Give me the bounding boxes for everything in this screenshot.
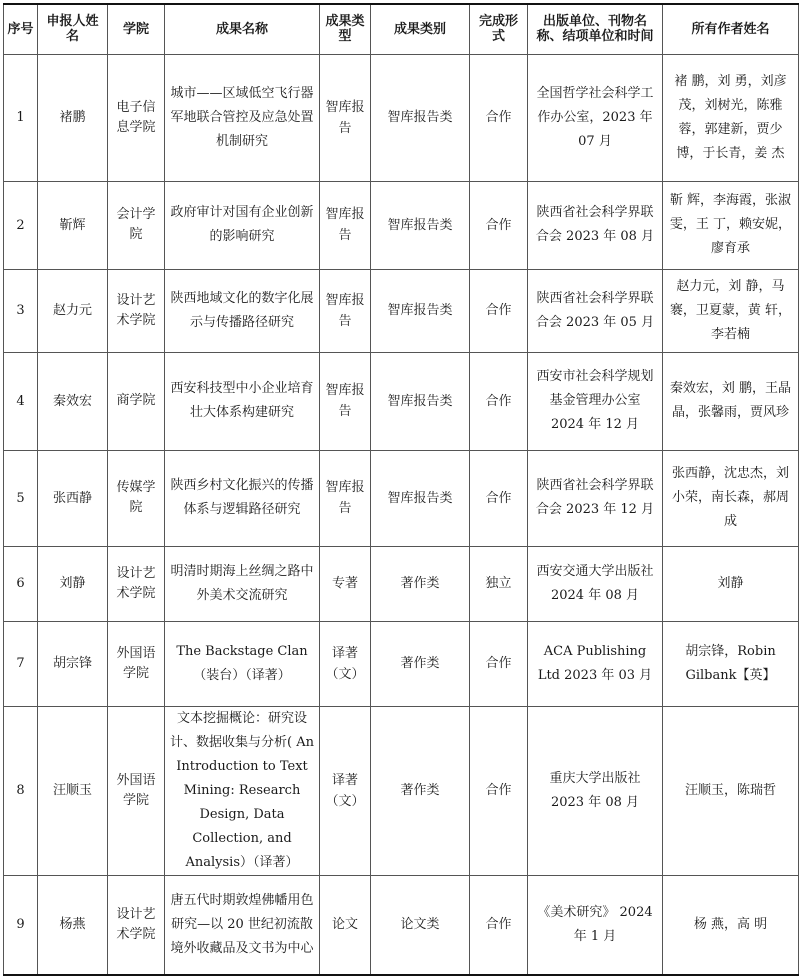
- header-authors: 所有作者姓名: [663, 4, 799, 54]
- cell-form: 合作: [470, 269, 528, 352]
- cell-form: 独立: [470, 546, 528, 621]
- cell-type: 智库报告: [320, 269, 371, 352]
- cell-seq: 9: [4, 875, 38, 975]
- cell-publisher: 《美术研究》 2024 年 1 月: [528, 875, 663, 975]
- cell-title: 陕西乡村文化振兴的传播体系与逻辑路径研究: [165, 450, 320, 546]
- header-applicant: 申报人姓名: [38, 4, 108, 54]
- cell-title: 文本挖掘概论：研究设计、数据收集与分析( An Introduction to Text Mining: Research Design, Data Collection, and Analysis）（译著）: [165, 706, 320, 875]
- cell-seq: 1: [4, 54, 38, 181]
- cell-publisher: 陕西省社会科学界联合会 2023 年 05 月: [528, 269, 663, 352]
- cell-applicant: 靳辉: [38, 181, 108, 269]
- cell-form: 合作: [470, 352, 528, 450]
- cell-college: 设计艺术学院: [108, 875, 165, 975]
- table-row: [4, 621, 799, 706]
- cell-category: 智库报告类: [371, 269, 470, 352]
- cell-title: 唐五代时期敦煌佛幡用色研究—以 20 世纪初流散境外收藏品及文书为中心: [165, 875, 320, 975]
- cell-authors: 刘静: [663, 546, 799, 621]
- cell-type: 专著: [320, 546, 371, 621]
- cell-authors: 赵力元，刘 静，马 褰，卫夏蒙，黄 轩，李若楠: [663, 269, 799, 352]
- cell-form: 合作: [470, 875, 528, 975]
- cell-type: 论文: [320, 875, 371, 975]
- cell-college: 外国语学院: [108, 621, 165, 706]
- cell-applicant: 杨燕: [38, 875, 108, 975]
- table-header-row: [4, 4, 799, 54]
- cell-college: 电子信息学院: [108, 54, 165, 181]
- cell-form: 合作: [470, 181, 528, 269]
- cell-seq: 5: [4, 450, 38, 546]
- cell-applicant: 赵力元: [38, 269, 108, 352]
- header-type: 成果类型: [320, 4, 371, 54]
- cell-publisher: 西安交通大学出版社 2024 年 08 月: [528, 546, 663, 621]
- cell-authors: 秦效宏，刘 鹏，王晶晶，张馨雨，贾风珍: [663, 352, 799, 450]
- cell-college: 外国语学院: [108, 706, 165, 875]
- cell-college: 设计艺术学院: [108, 269, 165, 352]
- table-row: [4, 181, 799, 269]
- header-seq: 序号: [4, 4, 38, 54]
- cell-title: 政府审计对国有企业创新的影响研究: [165, 181, 320, 269]
- cell-type: 智库报告: [320, 181, 371, 269]
- table-row: [4, 875, 799, 975]
- cell-authors: 靳 辉，李海霞，张淑雯，王 丁，赖安妮，廖育承: [663, 181, 799, 269]
- table-row: [4, 450, 799, 546]
- cell-seq: 6: [4, 546, 38, 621]
- table-row: [4, 706, 799, 875]
- cell-applicant: 秦效宏: [38, 352, 108, 450]
- cell-seq: 2: [4, 181, 38, 269]
- cell-college: 会计学院: [108, 181, 165, 269]
- cell-form: 合作: [470, 54, 528, 181]
- table-row: [4, 546, 799, 621]
- cell-publisher: 陕西省社会科学界联合会 2023 年 08 月: [528, 181, 663, 269]
- cell-authors: 杨 燕，高 明: [663, 875, 799, 975]
- cell-type: 译著（文）: [320, 706, 371, 875]
- cell-category: 著作类: [371, 706, 470, 875]
- cell-publisher: ACA Publishing Ltd 2023 年 03 月: [528, 621, 663, 706]
- cell-form: 合作: [470, 621, 528, 706]
- cell-applicant: 褚鹏: [38, 54, 108, 181]
- cell-category: 智库报告类: [371, 450, 470, 546]
- cell-college: 设计艺术学院: [108, 546, 165, 621]
- cell-applicant: 胡宗锋: [38, 621, 108, 706]
- cell-category: 论文类: [371, 875, 470, 975]
- cell-seq: 7: [4, 621, 38, 706]
- cell-seq: 3: [4, 269, 38, 352]
- cell-form: 合作: [470, 706, 528, 875]
- cell-authors: 胡宗锋，Robin Gilbank【英】: [663, 621, 799, 706]
- cell-college: 传媒学院: [108, 450, 165, 546]
- header-form: 完成形式: [470, 4, 528, 54]
- cell-applicant: 刘静: [38, 546, 108, 621]
- header-category: 成果类别: [371, 4, 470, 54]
- cell-category: 智库报告类: [371, 181, 470, 269]
- cell-applicant: 汪顺玉: [38, 706, 108, 875]
- cell-title: The Backstage Clan（装台）（译著）: [165, 621, 320, 706]
- cell-title: 陕西地域文化的数字化展示与传播路径研究: [165, 269, 320, 352]
- header-title: 成果名称: [165, 4, 320, 54]
- cell-applicant: 张西静: [38, 450, 108, 546]
- cell-type: 智库报告: [320, 352, 371, 450]
- achievements-table: [3, 3, 799, 976]
- cell-publisher: 西安市社会科学规划基金管理办公室 2024 年 12 月: [528, 352, 663, 450]
- cell-authors: 张西静，沈忠杰，刘小荣，南长森，郝周成: [663, 450, 799, 546]
- table-row: [4, 352, 799, 450]
- cell-authors: 汪顺玉，陈瑞哲: [663, 706, 799, 875]
- cell-category: 著作类: [371, 546, 470, 621]
- cell-type: 智库报告: [320, 54, 371, 181]
- table-row: [4, 54, 799, 181]
- header-publisher: 出版单位、刊物名称、结项单位和时间: [528, 4, 663, 54]
- cell-authors: 褚 鹏，刘 勇，刘彦茂，刘树光，陈雅蓉，郭建新，贾少博，于长青，姜 杰: [663, 54, 799, 181]
- cell-title: 西安科技型中小企业培育壮大体系构建研究: [165, 352, 320, 450]
- cell-form: 合作: [470, 450, 528, 546]
- cell-category: 智库报告类: [371, 352, 470, 450]
- cell-type: 译著（文）: [320, 621, 371, 706]
- cell-title: 城市——区域低空飞行器军地联合管控及应急处置机制研究: [165, 54, 320, 181]
- cell-publisher: 全国哲学社会科学工作办公室，2023 年 07 月: [528, 54, 663, 181]
- cell-publisher: 陕西省社会科学界联合会 2023 年 12 月: [528, 450, 663, 546]
- cell-category: 智库报告类: [371, 54, 470, 181]
- cell-title: 明清时期海上丝绸之路中外美术交流研究: [165, 546, 320, 621]
- table-row: [4, 269, 799, 352]
- cell-seq: 4: [4, 352, 38, 450]
- header-college: 学院: [108, 4, 165, 54]
- cell-type: 智库报告: [320, 450, 371, 546]
- cell-college: 商学院: [108, 352, 165, 450]
- cell-category: 著作类: [371, 621, 470, 706]
- cell-seq: 8: [4, 706, 38, 875]
- cell-publisher: 重庆大学出版社 2023 年 08 月: [528, 706, 663, 875]
